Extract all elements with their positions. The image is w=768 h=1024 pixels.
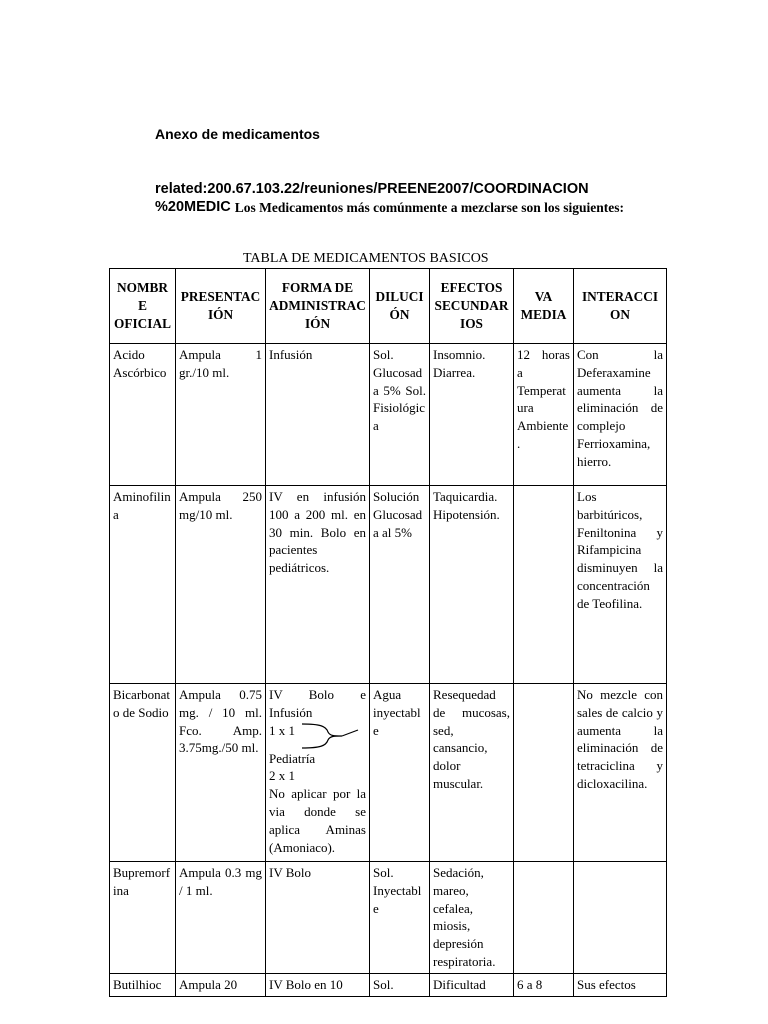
cell-va-media: 6 a 8 [514,973,574,996]
forma-line: 2 x 1 [269,768,295,784]
related-link: related:200.67.103.22/reuniones/PREENE2007/COORDINACION %20MEDIC [155,181,589,215]
cell-interaccion: Con la Deferaxamine aumenta la eliminación de complejo Ferrioxamina, hierro. [574,344,667,486]
cell-dilucion: Sol. Inyectable [370,862,430,974]
cell-nombre: Bupremorfina [110,862,176,974]
table-row [110,486,667,684]
cell-efectos: Resequedad de mucosas, sed, cansancio, dolor muscular. [430,684,514,862]
cell-nombre: Butilhioc [110,973,176,996]
cell-va-media [514,684,574,862]
cell-forma: IV en infusión 100 a 200 ml. en 30 min. Bolo en pacientes pediátricos. [266,486,370,684]
cell-nombre: Acido Ascórbico [110,344,176,486]
cell-va-media [514,486,574,684]
cell-presentacion: Ampula 20 [176,973,266,996]
intro-text: Los Medicamentos más comúnmente a mezclarse son los siguientes: [234,200,624,215]
cell-forma: IV Bolo [266,862,370,974]
cell-dilucion: Solución Glucosada al 5% [370,486,430,684]
cell-presentacion: Ampula 1 gr./10 ml. [176,344,266,486]
col-header-dilucion: DILUCIÓN [370,269,430,344]
cell-interaccion: No mezcle con sales de calcio y aumenta la eliminación de tetraciclina y dicloxacilina. [574,684,667,862]
table-row [110,862,667,974]
cell-interaccion: Sus efectos [574,973,667,996]
cell-efectos: Insomnio. Diarrea. [430,344,514,486]
col-header-forma: FORMA DE ADMINISTRACIÓN [266,269,370,344]
curly-brace-icon [300,722,360,750]
cell-interaccion [574,862,667,974]
col-header-presentacion: PRESENTACIÓN [176,269,266,344]
cell-dilucion: Sol. Glucosada 5% Sol. Fisiológica [370,344,430,486]
table-row [110,973,667,996]
forma-line: Pediatría [269,750,316,766]
cell-forma: IV Bolo en 10 [266,973,370,996]
forma-line: No aplicar por la via donde se aplica Aminas (Amoniaco). [269,786,366,855]
cell-dilucion: Agua inyectable [370,684,430,862]
col-header-efectos: EFECTOS SECUNDARIOS [430,269,514,344]
cell-nombre: Bicarbonato de Sodio [110,684,176,862]
table-row [110,344,667,486]
cell-efectos: Sedación, mareo, cefalea, miosis, depresión respiratoria. [430,862,514,974]
cell-interaccion: Los barbitúricos, Feniltonina y Rifampicina disminuyen la concentración de Teofilina. [574,486,667,684]
cell-va-media: 12 horas a Temperatura Ambiente. [514,344,574,486]
cell-presentacion: Ampula 250 mg/10 ml. [176,486,266,684]
table-title: TABLA DE MEDICAMENTOS BASICOS [243,251,489,266]
col-header-nombre: NOMBRE OFICIAL [110,269,176,344]
cell-efectos: Taquicardia. Hipotensión. [430,486,514,684]
col-header-va-media: VA MEDIA [514,269,574,344]
cell-nombre: Aminofilina [110,486,176,684]
cell-efectos: Dificultad [430,973,514,996]
table-row [110,684,667,862]
cell-dilucion: Sol. [370,973,430,996]
col-header-interaccion: INTERACCION [574,269,667,344]
forma-line: IV Bolo e Infusión [269,687,366,720]
cell-forma: Infusión [266,344,370,486]
cell-presentacion: Ampula 0.3 mg / 1 ml. [176,862,266,974]
cell-presentacion: Ampula 0.75 mg. / 10 ml. Fco. Amp. 3.75mg./50 ml. [176,684,266,862]
cell-va-media [514,862,574,974]
intro-paragraph [155,199,661,217]
medications-table [109,268,667,997]
forma-line-with-brace [269,722,366,750]
forma-line: 1 x 1 [269,722,295,738]
document-heading: Anexo de medicamentos [155,126,320,142]
cell-forma [266,684,370,862]
table-header-row [110,269,667,344]
